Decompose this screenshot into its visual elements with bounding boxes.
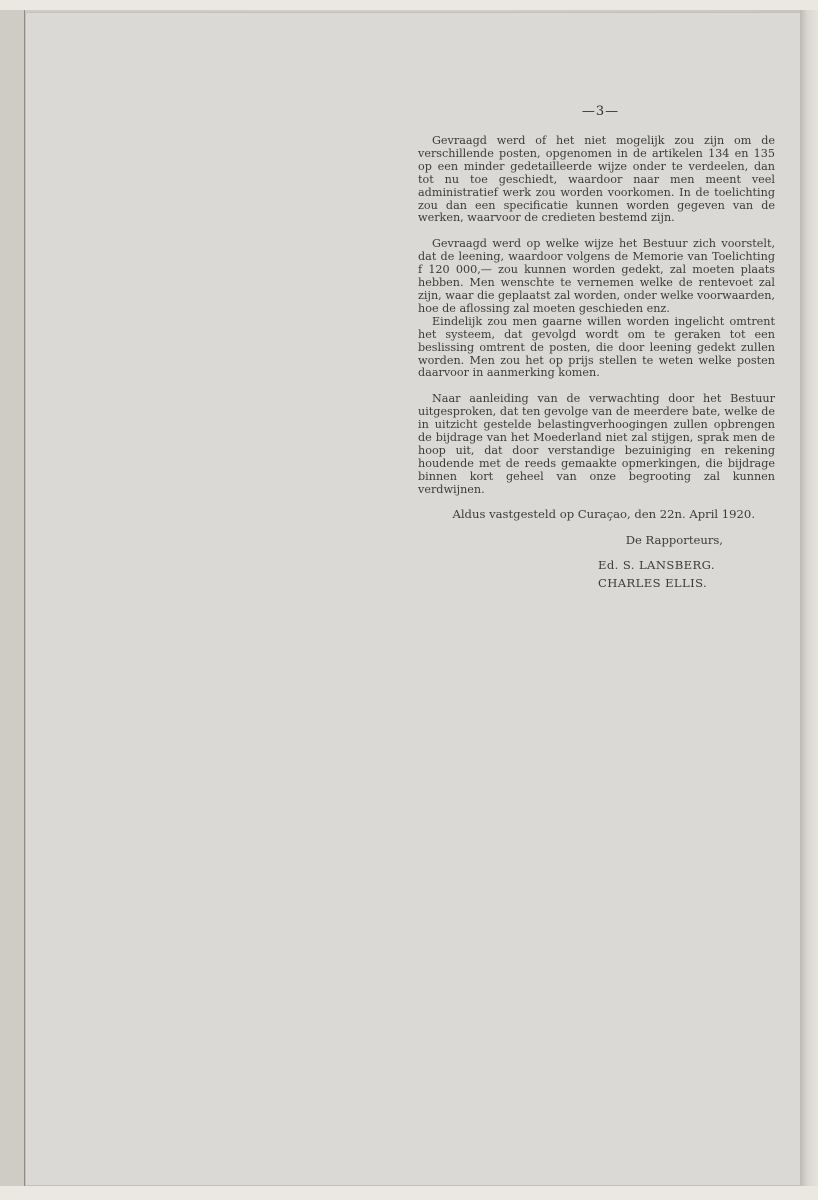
previous-page-edge — [0, 10, 25, 1186]
right-page-edge — [800, 0, 818, 1200]
signatories — [418, 556, 775, 592]
page-number: —3— — [581, 104, 620, 119]
paragraph-system: Eindelijk zou men gaarne willen worden ingelicht omtrent het systeem, dat gevolgd wordt om te geraken tot een beslissing omtrent de posten, die door leening gedekt zullen worden. Men zou het op prijs stellen te weten welke posten daarvoor in aanmerking komen. — [418, 314, 775, 380]
text-column — [418, 104, 775, 592]
paragraph-motherland-contribution: Naar aanleiding van de verwachting door het Bestuur uitgesproken, dat ten gevolge van de meerdere bate, welke de in uitzicht gestelde belastingverhoogingen zullen opbrengen de bijdrage van het Moederland niet zal stijgen, sprak men de hoop uit, dat door verstandige bezuiniging en rekening houdende met de reeds gemaakte opmerkingen, die bijdrage binnen kort geheel van onze begrooting zal kunnen verdwijnen. — [418, 392, 775, 496]
bottom-margin-strip — [0, 1186, 818, 1200]
closing-line: Aldus vastgesteld op Curaçao, den 22n. April 1920. — [452, 506, 755, 521]
signature-title: De Rapporteurs, — [625, 532, 723, 547]
paragraph-specification: Gevraagd werd of het niet mogelijk zou zijn om de verschillende posten, opgenomen in de artikelen 134 en 135 op een minder gedetailleerde wijze onder te verdeelen, dan tot nu toe geschiedt, waardoor naar men meent veel administratief werk zou worden voorkomen. In de toelichting zou dan een specificatie kunnen worden gegeven van de werken, waarvoor de credieten bestemd zijn. — [418, 134, 775, 225]
signatory-ellis: CHARLES ELLIS. — [598, 575, 708, 590]
signatory-lansberg: Ed. S. LANSBERG. — [598, 557, 715, 572]
paragraph-loan: Gevraagd werd op welke wijze het Bestuur zich voorstelt, dat de leening, waardoor volgens de Memorie van Toelichting f 120 000,— zou kunnen worden gedekt, zal moeten plaats hebben. Men wenschte te vernemen welke de rentevoet zal zijn, waar die geplaatst zal worden, onder welke voorwaarden, hoe de aflossing zal moeten geschieden enz. — [418, 237, 775, 315]
top-margin-strip — [0, 0, 818, 10]
